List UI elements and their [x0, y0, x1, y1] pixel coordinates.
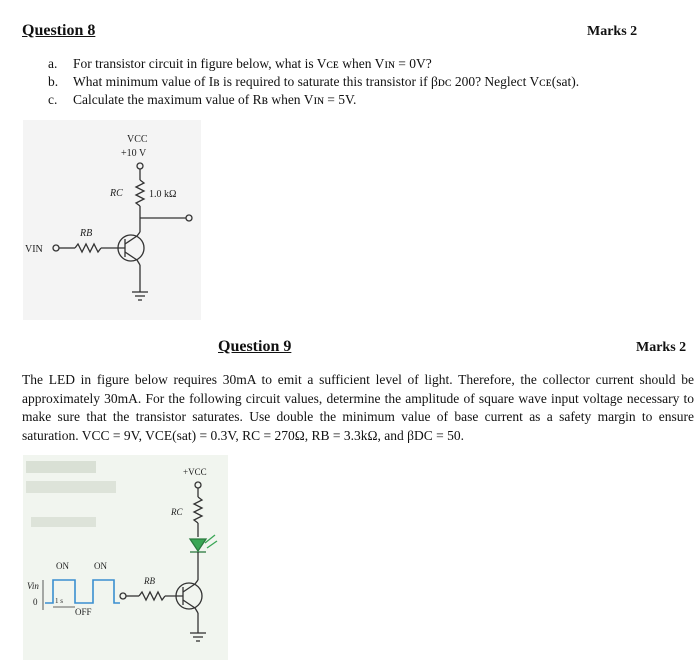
rc-resistor	[136, 180, 144, 206]
rc-label: RC	[110, 188, 123, 199]
led-icon	[190, 539, 206, 551]
rb-label: RB	[80, 228, 93, 239]
faded-artifact	[26, 461, 96, 473]
part-letter: a.	[48, 56, 58, 71]
rc-resistor	[194, 497, 202, 523]
vin-label: VIN	[25, 244, 43, 255]
circuit-diagram-q8	[23, 120, 201, 320]
rc-label: RC	[171, 507, 183, 517]
question-9-title: Question 9	[218, 338, 292, 355]
faded-artifact	[26, 481, 116, 493]
part-text: Calculate the maximum value of Rʙ when Vɪɴ = 5V.	[73, 92, 357, 107]
on-label-2: ON	[94, 561, 107, 571]
question-8-marks: Marks 2	[587, 24, 638, 39]
part-text: For transistor circuit in figure below, what is Vᴄᴇ when Vɪɴ = 0V?	[73, 56, 432, 71]
zero-label: 0	[33, 597, 38, 607]
question-9-marks: Marks 2	[636, 340, 687, 355]
vcc-terminal	[137, 163, 143, 169]
question-8-title: Question 8	[22, 22, 96, 39]
question-8-parts	[48, 55, 579, 109]
input-terminal	[120, 593, 126, 599]
rb-resistor	[139, 592, 165, 600]
output-terminal	[186, 215, 192, 221]
vin-terminal	[53, 245, 59, 251]
part-letter: b.	[48, 74, 59, 89]
question-9-circuit-figure	[23, 455, 228, 660]
vcc-label: +VCC	[183, 467, 207, 477]
vin-label: Vin	[27, 581, 39, 591]
question-8-part-c	[48, 91, 579, 109]
question-8-part-a	[48, 55, 579, 73]
rc-value: 1.0 kΩ	[149, 189, 177, 200]
vcc-label: VCC	[127, 134, 148, 145]
off-label: OFF	[75, 607, 92, 617]
faded-artifact	[31, 517, 96, 527]
vcc-value: +10 V	[121, 148, 147, 159]
question-8-circuit-figure	[23, 120, 201, 320]
circuit-diagram-q9	[23, 455, 228, 660]
period-label: 1 s	[55, 597, 63, 605]
part-letter: c.	[48, 92, 58, 107]
rb-resistor	[75, 244, 101, 252]
question-8-part-b	[48, 73, 579, 91]
on-label-1: ON	[56, 561, 69, 571]
part-text: What minimum value of Iʙ is required to saturate this transistor if βᴅᴄ 200? Neglect Vᴄᴇ(sat).	[73, 74, 580, 89]
question-9-paragraph: The LED in figure below requires 30mA to emit a sufficient level of light. Therefore, the collector current should be approximately 30mA. For the following circuit values, determine the amplitude of square wave input voltage necessary to make sure that the transistor saturates. Use double the minimum value of base current as a safety margin to ensure saturation. VCC = 9V, VCE(sat) = 0.3V, RC = 270Ω, RB = 3.3kΩ, and βDC = 50.	[22, 372, 694, 443]
vcc-terminal	[195, 482, 201, 488]
rb-label: RB	[144, 576, 155, 586]
